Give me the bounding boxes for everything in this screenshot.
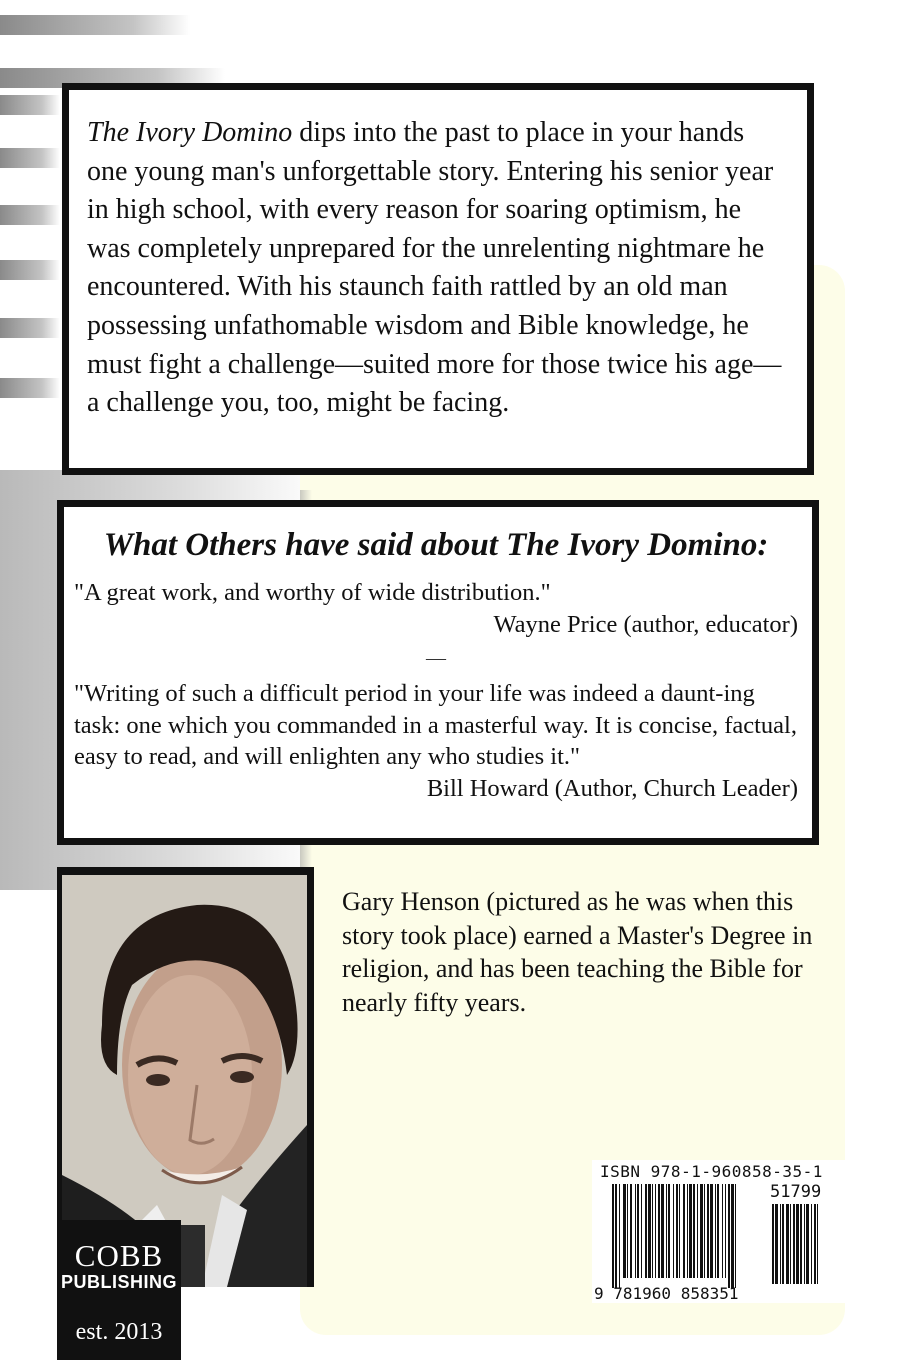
barcode-main-bars [612,1184,772,1288]
review-quote: "Writing of such a difficult period in your life was indeed a daunt-ing task: one which you commanded in a masterful way. It is concise, factual, easy to read, and will enlighten any who studies it." [74,680,797,770]
barcode-bar [725,1184,726,1278]
barcode-bar [814,1204,816,1284]
barcode-bar [648,1184,651,1278]
barcode-bar [679,1184,680,1278]
publisher-established: est. 2013 [75,1319,163,1345]
barcode-bar [780,1204,781,1284]
barcode-bar [635,1184,636,1278]
barcode-bar [693,1184,695,1278]
barcode-bar [661,1184,664,1278]
barcode-bar [615,1184,617,1288]
blurb-title: The Ivory Domino [87,117,293,148]
barcode-bar [793,1204,795,1284]
barcode-bar [775,1204,778,1284]
barcode-bar [652,1184,653,1278]
barcode-bar [786,1204,789,1284]
barcode-bar [630,1184,632,1278]
barcode-addon-bars [772,1204,848,1284]
barcode-bar [645,1184,647,1278]
barcode-bar [704,1184,705,1278]
barcode-bar [715,1184,716,1278]
barcode-bar [673,1184,674,1278]
barcode-bar [722,1184,723,1278]
blurb-box [62,83,814,475]
barcode-bar [623,1184,626,1278]
barcode-bar [666,1184,667,1278]
barcode-bar [700,1184,703,1278]
barcode-bar [710,1184,713,1278]
background-stripe [0,148,60,168]
barcode-bar [689,1184,692,1278]
barcode-bar [731,1184,734,1288]
barcode-bar [735,1184,736,1288]
barcode-bar [697,1184,698,1278]
background-stripe [0,318,60,338]
review-attribution: Bill Howard (Author, Church Leader) [426,774,798,802]
barcode-bar [811,1204,812,1284]
barcode-bar [782,1204,784,1284]
barcode-bar [658,1184,660,1278]
background-stripe [0,378,60,398]
barcode-bar [612,1184,614,1288]
barcode-bar [619,1184,620,1288]
barcode-bar [790,1204,791,1284]
background-stripe [0,205,60,225]
barcode-bar [817,1204,818,1284]
publisher-name: COBB [74,1238,164,1273]
background-stripe [0,260,60,280]
author-bio: Gary Henson (pictured as he was when this story took place) earned a Master's Degree in religion, and has been teaching the Bible for nearly fifty years. [342,887,813,1017]
blurb-body: dips into the past to place in your hands one young man's unforgettable story. Entering his senior year in high school, with every reason for soaring optimism, he was completely unprepared for the unrelenting nightmare he encountered. With his staunch faith rattled by an old man possessing unfathomable wisdom and Bible knowledge, he must fight a challenge—suited more for those twice his age—a challenge you, too, might be facing. [87,117,782,419]
barcode-bar [687,1184,688,1278]
review-attribution: Wayne Price (author, educator) [493,610,798,638]
barcode-bar [806,1204,809,1284]
reviews-box [57,500,819,845]
barcode-bar [728,1184,730,1288]
reviews-heading: What Others have said about The Ivory Domino: [103,527,769,563]
blurb-text [87,114,789,423]
barcode-bar [627,1184,628,1278]
barcode-bar [676,1184,678,1278]
barcode-bar [717,1184,719,1278]
background-stripe [0,95,60,115]
barcode-bar [800,1204,802,1284]
barcode-addon-digits: 51799 [770,1182,822,1202]
publisher-logo [57,1220,181,1360]
barcode-bar [655,1184,656,1278]
barcode-bar [668,1184,670,1278]
isbn-label: ISBN 978-1-960858-35-1 [600,1162,823,1181]
barcode-bar [804,1204,805,1284]
barcode-bar [707,1184,709,1278]
barcode-bar [772,1204,774,1284]
barcode-bar [641,1184,642,1278]
review-quote: "A great work, and worthy of wide distribution." [74,579,551,606]
review-separator: — [426,647,446,669]
barcode-bar [683,1184,685,1278]
barcode-bar [796,1204,799,1284]
isbn-barcode [592,1160,857,1303]
publisher-subtitle: PUBLISHING [60,1272,177,1292]
background-stripe [0,15,190,35]
barcode-number: 9 781960 858351 [594,1284,739,1303]
barcode-bar [637,1184,639,1278]
